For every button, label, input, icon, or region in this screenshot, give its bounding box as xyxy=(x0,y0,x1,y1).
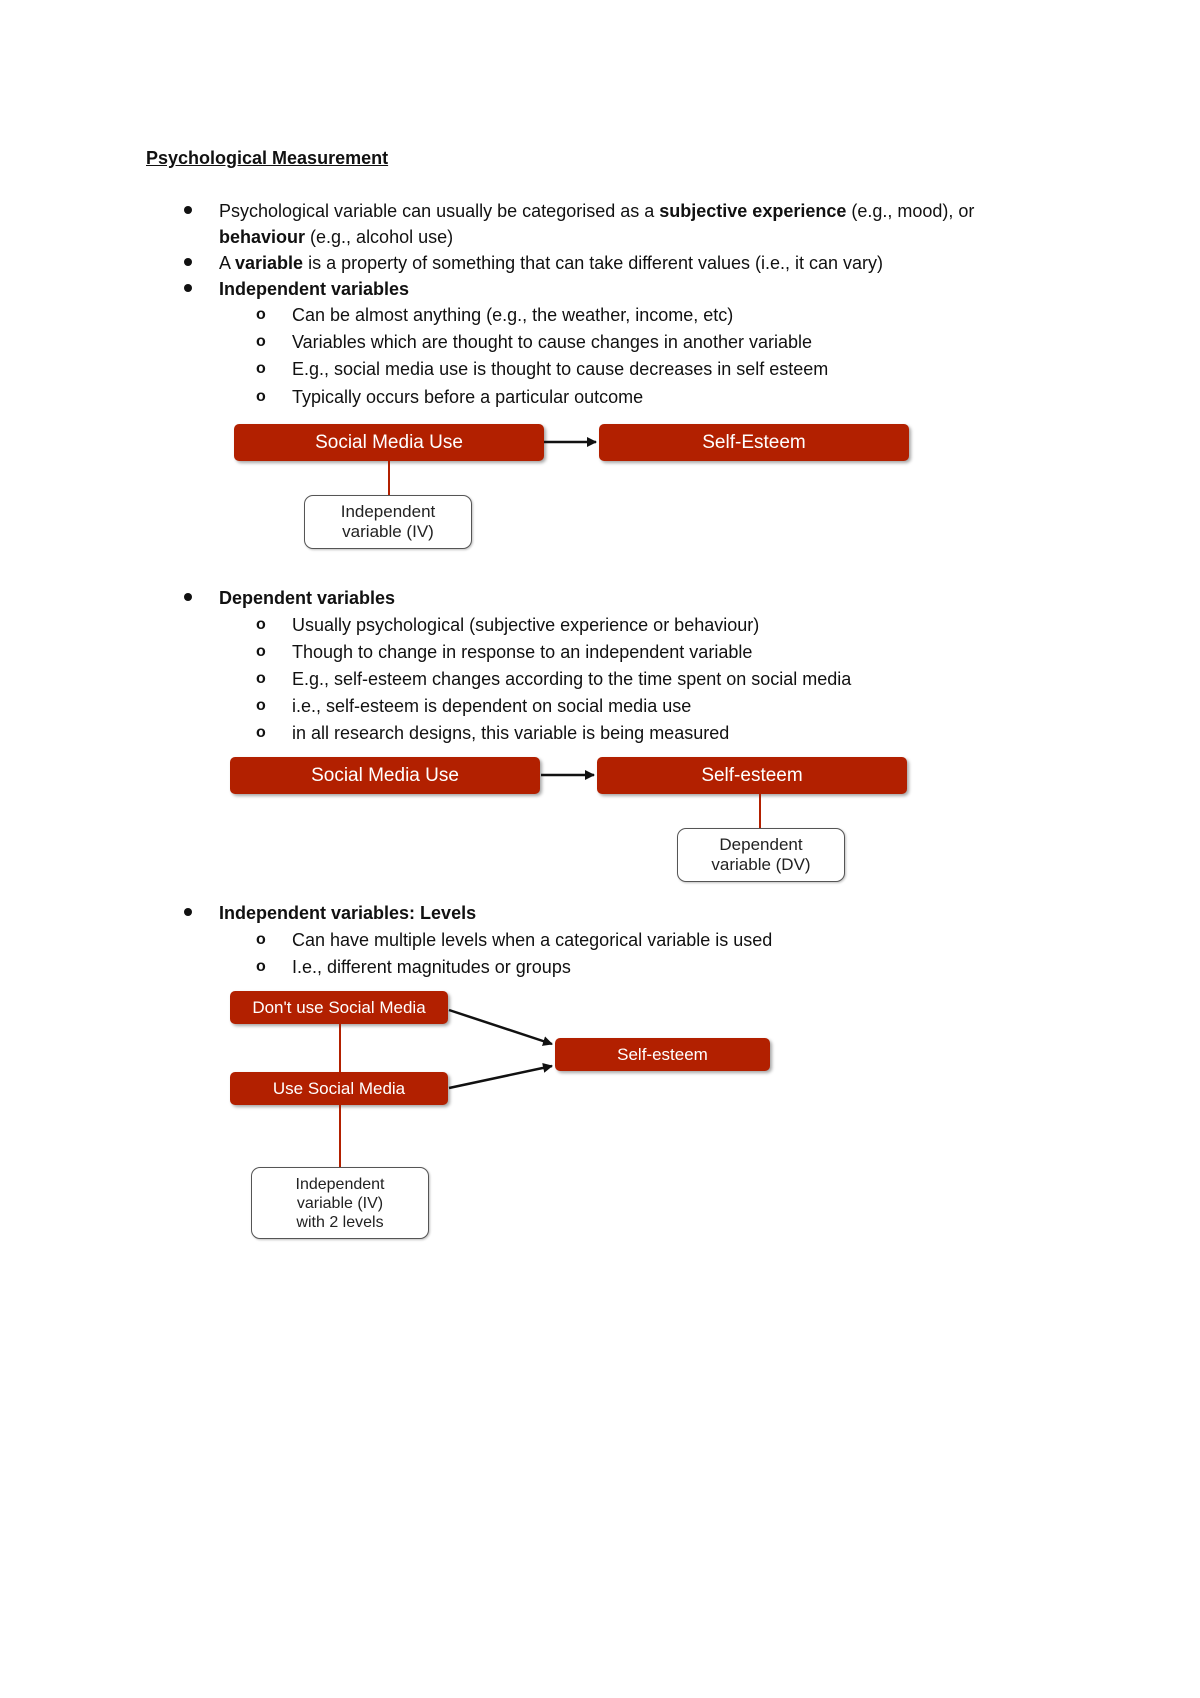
bullet-heading-dv: Dependent variables xyxy=(219,588,396,608)
bullet-text-1-cont: behaviour (e.g., alcohol use) xyxy=(219,227,454,247)
sub-marker: o xyxy=(256,643,266,660)
sub-marker: o xyxy=(256,616,266,633)
sub-item: in all research designs, this variable is being measured xyxy=(292,723,730,743)
page-title: Psychological Measurement xyxy=(146,148,389,168)
diagram1-effect-box: Self-Esteem xyxy=(599,424,909,461)
diagram2-effect-box: Self-esteem xyxy=(597,757,907,794)
sub-item: Can have multiple levels when a categorical variable is used xyxy=(292,930,773,950)
bullet-heading-levels: Independent variables: Levels xyxy=(219,903,477,923)
sub-marker: o xyxy=(256,958,266,975)
sub-item: I.e., different magnitudes or groups xyxy=(292,957,571,977)
sub-marker: o xyxy=(256,931,266,948)
diagram3-level2-box: Use Social Media xyxy=(230,1072,448,1105)
diagram3-effect-box: Self-esteem xyxy=(555,1038,770,1071)
sub-marker: o xyxy=(256,697,266,714)
diagram2-label-box: Dependent variable (DV) xyxy=(677,828,845,882)
sub-marker: o xyxy=(256,333,266,350)
sub-marker: o xyxy=(256,724,266,741)
sub-marker: o xyxy=(256,388,266,405)
sub-marker: o xyxy=(256,360,266,377)
diagram2-cause-box: Social Media Use xyxy=(230,757,540,794)
bullet-text-2: A variable is a property of something that can take different values (i.e., it can vary) xyxy=(219,253,884,273)
sub-marker: o xyxy=(256,670,266,687)
diagram3-arrow-2 xyxy=(449,1066,552,1088)
diagram3-level1-box: Don't use Social Media xyxy=(230,991,448,1024)
diagram3-label-box: Independent variable (IV) with 2 levels xyxy=(251,1167,429,1239)
sub-item: E.g., social media use is thought to cause decreases in self esteem xyxy=(292,359,829,379)
sub-item: Typically occurs before a particular outcome xyxy=(292,387,644,407)
bullet-text-1: Psychological variable can usually be categorised as a subjective experience (e.g., mood), or xyxy=(219,201,975,221)
sub-item: E.g., self-esteem changes according to the time spent on social media xyxy=(292,669,852,689)
sub-marker: o xyxy=(256,306,266,323)
diagram1-cause-box: Social Media Use xyxy=(234,424,544,461)
diagram3-arrow-1 xyxy=(449,1010,552,1044)
sub-item: Variables which are thought to cause changes in another variable xyxy=(292,332,812,352)
diagram1-label-box: Independent variable (IV) xyxy=(304,495,472,549)
bullet-heading-iv: Independent variables xyxy=(219,279,410,299)
sub-item: Usually psychological (subjective experience or behaviour) xyxy=(292,615,760,635)
sub-item: i.e., self-esteem is dependent on social media use xyxy=(292,696,692,716)
sub-item: Though to change in response to an independent variable xyxy=(292,642,753,662)
sub-item: Can be almost anything (e.g., the weather, income, etc) xyxy=(292,305,734,325)
